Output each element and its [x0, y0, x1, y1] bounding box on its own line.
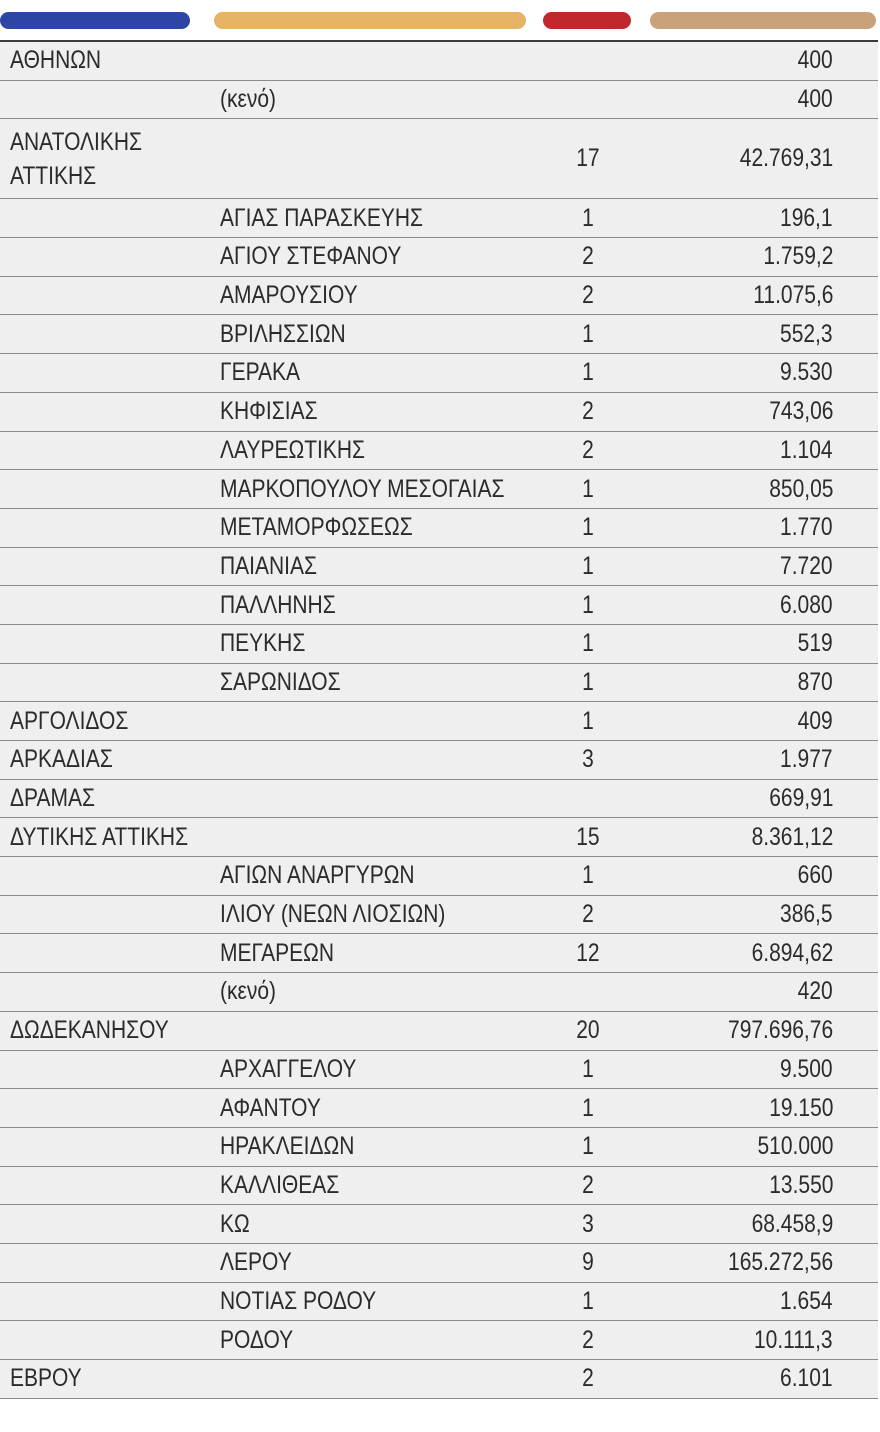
cell-municipality	[220, 1205, 550, 1243]
cell-region	[10, 1128, 200, 1166]
table-row	[0, 818, 878, 857]
municipality-text: ΠΑΙΑΝΙΑΣ	[220, 551, 318, 580]
count-text: 2	[581, 1325, 594, 1354]
cell-amount	[630, 1012, 833, 1050]
table-row	[0, 973, 878, 1012]
legend-bar-blue	[0, 12, 190, 29]
cell-municipality	[220, 393, 550, 431]
cell-amount	[630, 432, 833, 470]
cell-count	[550, 625, 625, 663]
table-row	[0, 1244, 878, 1283]
region-text: ΑΝΑΤΟΛΙΚΗΣ ΑΤΤΙΚΗΣ	[10, 127, 143, 190]
cell-municipality	[220, 857, 550, 895]
cell-municipality	[220, 1089, 550, 1127]
cell-municipality	[220, 509, 550, 547]
cell-region	[10, 625, 200, 663]
cell-municipality	[220, 625, 550, 663]
amount-text: 400	[797, 46, 833, 75]
cell-region	[10, 857, 200, 895]
cell-count	[550, 509, 625, 547]
legend-bar-tan	[650, 12, 876, 29]
count-text: 3	[581, 745, 594, 774]
cell-count	[550, 1089, 625, 1127]
cell-municipality	[220, 81, 550, 119]
cell-municipality	[220, 780, 550, 818]
legend-bar-yellow	[214, 12, 526, 29]
amount-text: 6.894,62	[751, 938, 833, 967]
cell-region	[10, 1321, 200, 1359]
municipality-text: ΑΡΧΑΓΓΕΛΟΥ	[220, 1054, 357, 1083]
cell-region	[10, 238, 200, 276]
table-row	[0, 42, 878, 81]
cell-amount	[630, 973, 833, 1011]
amount-text: 9.530	[780, 358, 833, 387]
cell-amount	[630, 81, 833, 119]
data-table	[0, 40, 878, 1399]
cell-amount	[630, 1205, 833, 1243]
cell-region	[10, 432, 200, 470]
cell-amount	[630, 238, 833, 276]
cell-amount	[630, 934, 833, 972]
cell-amount	[630, 1360, 833, 1398]
cell-amount	[630, 702, 833, 740]
cell-amount	[630, 1128, 833, 1166]
cell-count	[550, 81, 625, 119]
count-text: 2	[581, 397, 594, 426]
cell-count	[550, 1283, 625, 1321]
count-text: 1	[581, 1054, 594, 1083]
cell-count	[550, 780, 625, 818]
amount-text: 1.654	[780, 1286, 833, 1315]
municipality-text: ΛΑΥΡΕΩΤΙΚΗΣ	[220, 435, 366, 464]
municipality-text: ΑΓΙΟΥ ΣΤΕΦΑΝΟΥ	[220, 242, 402, 271]
cell-municipality	[220, 896, 550, 934]
amount-text: 6.101	[780, 1364, 833, 1393]
cell-municipality	[220, 1012, 550, 1050]
cell-amount	[630, 818, 833, 856]
cell-count	[550, 741, 625, 779]
table-row	[0, 702, 878, 741]
cell-count	[550, 934, 625, 972]
cell-region	[10, 199, 200, 237]
table-row	[0, 625, 878, 664]
cell-count	[550, 432, 625, 470]
count-text: 9	[581, 1248, 594, 1277]
count-text: 1	[581, 861, 594, 890]
cell-region	[10, 315, 200, 353]
table-row	[0, 857, 878, 896]
amount-text: 409	[797, 706, 833, 735]
table-row	[0, 1205, 878, 1244]
region-text: ΔΡΑΜΑΣ	[10, 784, 95, 813]
cell-region	[10, 1089, 200, 1127]
count-text: 2	[581, 1170, 594, 1199]
cell-count	[550, 354, 625, 392]
table-row	[0, 586, 878, 625]
cell-region	[10, 509, 200, 547]
table-row	[0, 780, 878, 819]
count-text: 2	[581, 242, 594, 271]
count-text: 2	[581, 435, 594, 464]
region-text: ΑΡΓΟΛΙΔΟΣ	[10, 706, 129, 735]
cell-municipality	[220, 586, 550, 624]
cell-count	[550, 896, 625, 934]
cell-count	[550, 586, 625, 624]
cell-region	[10, 934, 200, 972]
cell-amount	[630, 393, 833, 431]
cell-municipality	[220, 973, 550, 1011]
table-row	[0, 1051, 878, 1090]
cell-region	[10, 818, 200, 856]
table-row	[0, 1012, 878, 1051]
amount-text: 1.770	[780, 513, 833, 542]
table-row	[0, 1321, 878, 1360]
table-row	[0, 354, 878, 393]
amount-text: 669,91	[768, 784, 833, 813]
cell-municipality	[220, 548, 550, 586]
cell-amount	[630, 586, 833, 624]
cell-count	[550, 315, 625, 353]
cell-amount	[630, 896, 833, 934]
table-row	[0, 119, 878, 199]
municipality-text: ΑΓΙΩΝ ΑΝΑΡΓΥΡΩΝ	[220, 861, 415, 890]
amount-text: 68.458,9	[751, 1209, 833, 1238]
cell-amount	[630, 857, 833, 895]
region-text: ΑΡΚΑΔΙΑΣ	[10, 745, 113, 774]
cell-region	[10, 1205, 200, 1243]
cell-count	[550, 277, 625, 315]
cell-count	[550, 119, 625, 198]
cell-region	[10, 81, 200, 119]
amount-text: 11.075,6	[752, 281, 833, 310]
cell-region	[10, 470, 200, 508]
count-text: 1	[581, 667, 594, 696]
table-row	[0, 934, 878, 973]
municipality-text: ΙΛΙΟΥ (ΝΕΩΝ ΛΙΟΣΙΩΝ)	[220, 900, 446, 929]
cell-municipality	[220, 315, 550, 353]
cell-amount	[630, 741, 833, 779]
municipality-text: ΑΦΑΝΤΟΥ	[220, 1093, 321, 1122]
amount-text: 9.500	[780, 1054, 833, 1083]
amount-text: 660	[797, 861, 833, 890]
amount-text: 1.977	[780, 745, 833, 774]
cell-municipality	[220, 1167, 550, 1205]
cell-region	[10, 548, 200, 586]
table-row	[0, 1360, 878, 1399]
table-row	[0, 1128, 878, 1167]
cell-region	[10, 1012, 200, 1050]
municipality-text: ΛΕΡΟΥ	[220, 1248, 292, 1277]
amount-text: 850,05	[768, 474, 833, 503]
count-text: 1	[581, 551, 594, 580]
cell-region	[10, 277, 200, 315]
cell-amount	[630, 625, 833, 663]
cell-municipality	[220, 1244, 550, 1282]
cell-amount	[630, 277, 833, 315]
cell-count	[550, 702, 625, 740]
amount-text: 19.150	[768, 1093, 833, 1122]
cell-municipality	[220, 934, 550, 972]
cell-amount	[630, 1089, 833, 1127]
cell-amount	[630, 780, 833, 818]
cell-amount	[630, 42, 833, 80]
count-text: 1	[581, 319, 594, 348]
cell-count	[550, 548, 625, 586]
municipality-text: (κενό)	[220, 85, 277, 114]
amount-text: 42.769,31	[739, 144, 833, 173]
municipality-text: ΝΟΤΙΑΣ ΡΟΔΟΥ	[220, 1286, 377, 1315]
cell-region	[10, 393, 200, 431]
count-text: 2	[581, 1364, 594, 1393]
table-row	[0, 432, 878, 471]
municipality-text: ΜΕΓΑΡΕΩΝ	[220, 938, 335, 967]
cell-municipality	[220, 432, 550, 470]
cell-municipality	[220, 119, 550, 198]
cell-count	[550, 1360, 625, 1398]
cell-amount	[630, 1283, 833, 1321]
cell-amount	[630, 509, 833, 547]
cell-municipality	[220, 238, 550, 276]
amount-text: 196,1	[780, 203, 833, 232]
cell-region	[10, 119, 200, 198]
cell-count	[550, 1244, 625, 1282]
cell-amount	[630, 1167, 833, 1205]
amount-text: 386,5	[780, 900, 833, 929]
municipality-text: ΠΑΛΛΗΝΗΣ	[220, 590, 336, 619]
cell-count	[550, 1167, 625, 1205]
count-text: 20	[575, 1016, 600, 1045]
cell-region	[10, 896, 200, 934]
table-row	[0, 470, 878, 509]
amount-text: 743,06	[768, 397, 833, 426]
table-row	[0, 548, 878, 587]
legend-bar-red	[543, 12, 631, 29]
municipality-text: ΗΡΑΚΛΕΙΔΩΝ	[220, 1132, 355, 1161]
cell-count	[550, 973, 625, 1011]
municipality-text: ΣΑΡΩΝΙΔΟΣ	[220, 667, 341, 696]
count-text: 3	[581, 1209, 594, 1238]
cell-amount	[630, 1051, 833, 1089]
count-text: 1	[581, 1286, 594, 1315]
cell-region	[10, 741, 200, 779]
amount-text: 1.104	[780, 435, 833, 464]
count-text: 1	[581, 629, 594, 658]
table-row	[0, 509, 878, 548]
table-row	[0, 896, 878, 935]
amount-text: 519	[797, 629, 833, 658]
count-text: 12	[575, 938, 600, 967]
cell-count	[550, 1321, 625, 1359]
municipality-text: ΜΕΤΑΜΟΡΦΩΣΕΩΣ	[220, 513, 413, 542]
cell-amount	[630, 199, 833, 237]
table-row	[0, 664, 878, 703]
municipality-text: ΑΜΑΡΟΥΣΙΟΥ	[220, 281, 358, 310]
table-row	[0, 315, 878, 354]
count-text: 1	[581, 706, 594, 735]
amount-text: 6.080	[780, 590, 833, 619]
cell-region	[10, 1283, 200, 1321]
cell-municipality	[220, 1128, 550, 1166]
cell-count	[550, 238, 625, 276]
cell-municipality	[220, 277, 550, 315]
amount-text: 1.759,2	[762, 242, 833, 271]
cell-municipality	[220, 42, 550, 80]
count-text: 1	[581, 513, 594, 542]
cell-municipality	[220, 818, 550, 856]
cell-count	[550, 42, 625, 80]
count-text: 1	[581, 590, 594, 619]
municipality-text: (κενό)	[220, 977, 277, 1006]
table-row	[0, 1283, 878, 1322]
table-row	[0, 277, 878, 316]
cell-region	[10, 1051, 200, 1089]
cell-municipality	[220, 199, 550, 237]
count-text: 2	[581, 900, 594, 929]
amount-text: 13.550	[768, 1170, 833, 1199]
municipality-text: ΚΩ	[220, 1209, 250, 1238]
municipality-text: ΒΡΙΛΗΣΣΙΩΝ	[220, 319, 346, 348]
cell-municipality	[220, 741, 550, 779]
amount-text: 8.361,12	[751, 822, 833, 851]
cell-count	[550, 1051, 625, 1089]
cell-count	[550, 1205, 625, 1243]
amount-text: 870	[797, 667, 833, 696]
amount-text: 420	[797, 977, 833, 1006]
count-text: 17	[575, 144, 600, 173]
cell-amount	[630, 664, 833, 702]
count-text: 15	[575, 822, 600, 851]
cell-count	[550, 1012, 625, 1050]
municipality-text: ΡΟΔΟΥ	[220, 1325, 294, 1354]
table-row	[0, 741, 878, 780]
amount-text: 510.000	[757, 1132, 833, 1161]
amount-text: 7.720	[780, 551, 833, 580]
cell-region	[10, 1360, 200, 1398]
amount-text: 10.111,3	[754, 1325, 833, 1354]
table-row	[0, 1167, 878, 1206]
cell-amount	[630, 548, 833, 586]
cell-municipality	[220, 1051, 550, 1089]
table-row	[0, 1089, 878, 1128]
cell-region	[10, 586, 200, 624]
cell-amount	[630, 470, 833, 508]
cell-municipality	[220, 1360, 550, 1398]
municipality-text: ΑΓΙΑΣ ΠΑΡΑΣΚΕΥΗΣ	[220, 203, 424, 232]
count-text: 1	[581, 1093, 594, 1122]
cell-region	[10, 702, 200, 740]
cell-region	[10, 1244, 200, 1282]
cell-amount	[630, 1321, 833, 1359]
cell-region	[10, 664, 200, 702]
cell-count	[550, 199, 625, 237]
amount-text: 400	[797, 85, 833, 114]
table-row	[0, 81, 878, 120]
cell-region	[10, 973, 200, 1011]
cell-count	[550, 857, 625, 895]
region-text: ΕΒΡΟΥ	[10, 1364, 82, 1393]
count-text: 1	[581, 203, 594, 232]
region-text: ΔΥΤΙΚΗΣ ΑΤΤΙΚΗΣ	[10, 822, 189, 851]
cell-municipality	[220, 354, 550, 392]
count-text: 1	[581, 1132, 594, 1161]
cell-amount	[630, 354, 833, 392]
cell-amount	[630, 315, 833, 353]
cell-region	[10, 42, 200, 80]
cell-region	[10, 780, 200, 818]
cell-count	[550, 393, 625, 431]
count-text: 1	[581, 358, 594, 387]
table-row	[0, 393, 878, 432]
cell-municipality	[220, 664, 550, 702]
cell-region	[10, 354, 200, 392]
amount-text: 552,3	[780, 319, 833, 348]
municipality-text: ΜΑΡΚΟΠΟΥΛΟΥ ΜΕΣΟΓΑΙΑΣ	[220, 474, 505, 503]
cell-count	[550, 818, 625, 856]
municipality-text: ΚΑΛΛΙΘΕΑΣ	[220, 1170, 340, 1199]
cell-region	[10, 1167, 200, 1205]
amount-text: 165.272,56	[727, 1248, 833, 1277]
cell-municipality	[220, 1321, 550, 1359]
cell-count	[550, 664, 625, 702]
cell-municipality	[220, 702, 550, 740]
count-text: 2	[581, 281, 594, 310]
municipality-text: ΚΗΦΙΣΙΑΣ	[220, 397, 318, 426]
region-text: ΑΘΗΝΩΝ	[10, 46, 102, 75]
municipality-text: ΠΕΥΚΗΣ	[220, 629, 306, 658]
count-text: 1	[581, 474, 594, 503]
cell-amount	[630, 119, 833, 198]
amount-text: 797.696,76	[727, 1016, 833, 1045]
cell-count	[550, 1128, 625, 1166]
region-text: ΔΩΔΕΚΑΝΗΣΟΥ	[10, 1016, 169, 1045]
cell-amount	[630, 1244, 833, 1282]
cell-count	[550, 470, 625, 508]
table-row	[0, 199, 878, 238]
table-row	[0, 238, 878, 277]
cell-municipality	[220, 1283, 550, 1321]
cell-municipality	[220, 470, 550, 508]
municipality-text: ΓΕΡΑΚΑ	[220, 358, 301, 387]
